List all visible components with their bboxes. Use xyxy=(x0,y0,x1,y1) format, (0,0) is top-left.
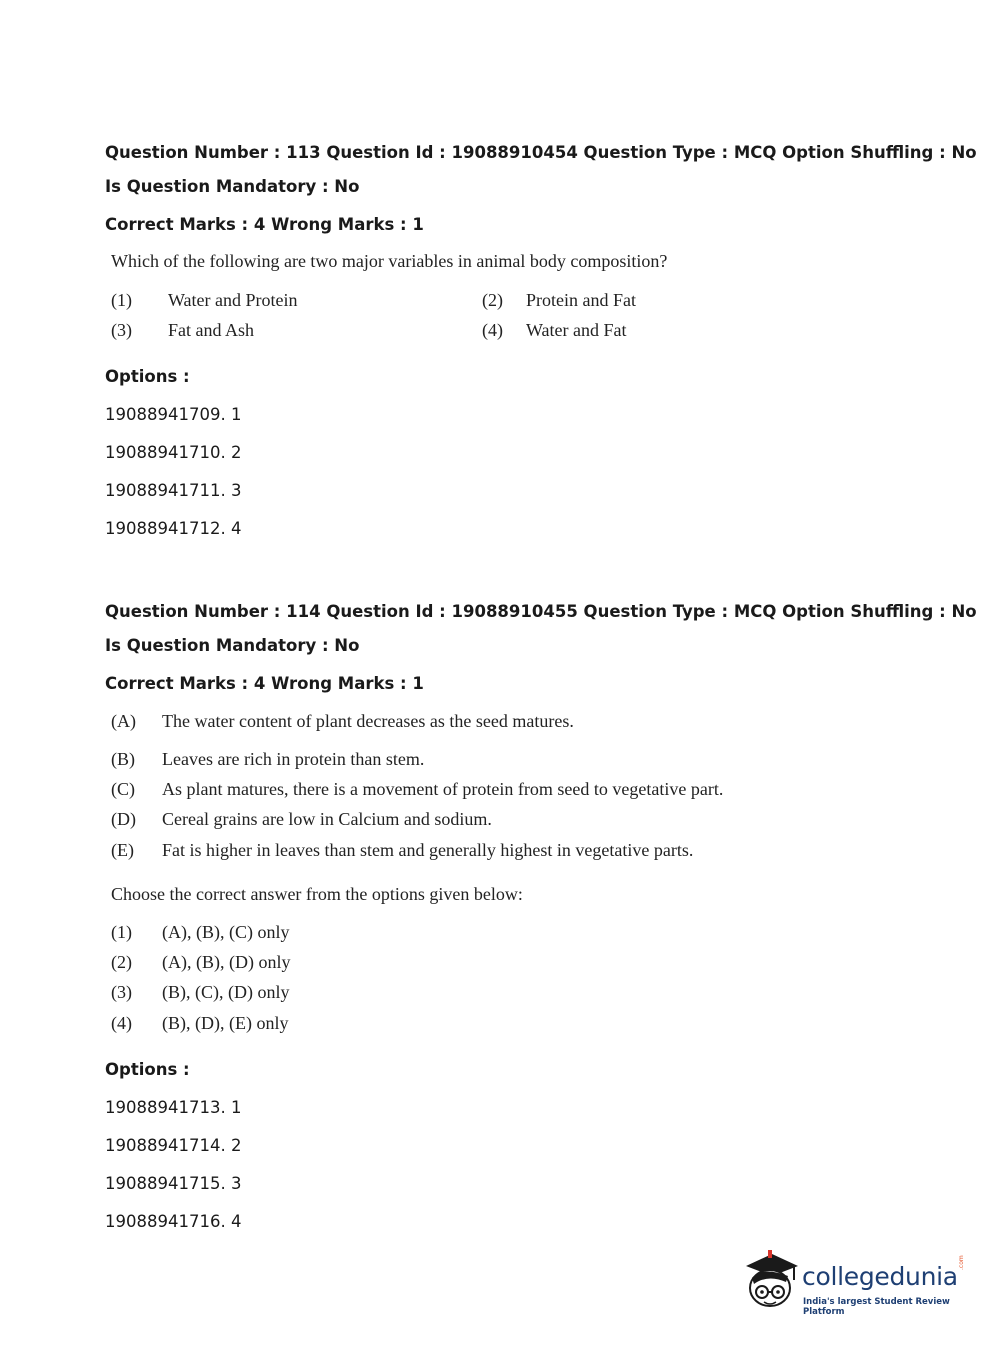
choice-number: (4) xyxy=(482,320,503,340)
options-label: Options : xyxy=(105,1060,190,1079)
choice-number: (3) xyxy=(111,982,132,1002)
option-id: 19088941712. 4 xyxy=(105,519,242,538)
choice-text: Fat and Ash xyxy=(168,320,255,340)
choice-text: (B), (D), (E) only xyxy=(162,1013,289,1033)
choice-text: Water and Protein xyxy=(168,290,298,310)
question-marks: Correct Marks : 4 Wrong Marks : 1 xyxy=(105,674,424,693)
logo-com: .com xyxy=(958,1255,965,1270)
statement-label: (C) xyxy=(111,779,135,799)
statement-text: Fat is higher in leaves than stem and generally highest in vegetative parts. xyxy=(162,840,694,860)
option-id: 19088941714. 2 xyxy=(105,1136,242,1155)
choice-number: (2) xyxy=(111,952,132,972)
question-mandatory: Is Question Mandatory : No xyxy=(105,636,360,655)
logo-tagline: India's largest Student Review Platform xyxy=(803,1297,950,1317)
options-label: Options : xyxy=(105,367,190,386)
mascot-icon xyxy=(742,1248,800,1312)
option-id: 19088941709. 1 xyxy=(105,405,242,424)
statement-text: Cereal grains are low in Calcium and sodium. xyxy=(162,809,492,829)
choice-number: (4) xyxy=(111,1013,132,1033)
instruction-text: Choose the correct answer from the options given below: xyxy=(111,884,523,904)
statement-label: (B) xyxy=(111,749,135,769)
choice-text: Protein and Fat xyxy=(526,290,636,310)
option-id: 19088941715. 3 xyxy=(105,1174,242,1193)
statement-text: The water content of plant decreases as the seed matures. xyxy=(162,711,574,731)
statement-label: (A) xyxy=(111,711,136,731)
choice-text: (B), (C), (D) only xyxy=(162,982,290,1002)
question-mandatory: Is Question Mandatory : No xyxy=(105,177,360,196)
choice-text: (A), (B), (D) only xyxy=(162,952,291,972)
option-id: 19088941710. 2 xyxy=(105,443,242,462)
question-header: Question Number : 113 Question Id : 19088910454 Question Type : MCQ Option Shuffling : No xyxy=(105,143,977,162)
collegedunia-logo xyxy=(742,1248,972,1318)
choice-number: (3) xyxy=(111,320,132,340)
choice-number: (1) xyxy=(111,922,132,942)
option-id: 19088941711. 3 xyxy=(105,481,242,500)
question-text: Which of the following are two major variables in animal body composition? xyxy=(111,251,668,271)
logo-wordmark: collegedunia xyxy=(802,1262,958,1291)
statement-text: Leaves are rich in protein than stem. xyxy=(162,749,425,769)
statement-label: (E) xyxy=(111,840,134,860)
choice-text: Water and Fat xyxy=(526,320,627,340)
choice-text: (A), (B), (C) only xyxy=(162,922,290,942)
option-id: 19088941713. 1 xyxy=(105,1098,242,1117)
option-id: 19088941716. 4 xyxy=(105,1212,242,1231)
question-marks: Correct Marks : 4 Wrong Marks : 1 xyxy=(105,215,424,234)
choice-number: (1) xyxy=(111,290,132,310)
statement-text: As plant matures, there is a movement of protein from seed to vegetative part. xyxy=(162,779,724,799)
choice-number: (2) xyxy=(482,290,503,310)
question-header: Question Number : 114 Question Id : 19088910455 Question Type : MCQ Option Shuffling : No xyxy=(105,602,977,621)
statement-label: (D) xyxy=(111,809,136,829)
